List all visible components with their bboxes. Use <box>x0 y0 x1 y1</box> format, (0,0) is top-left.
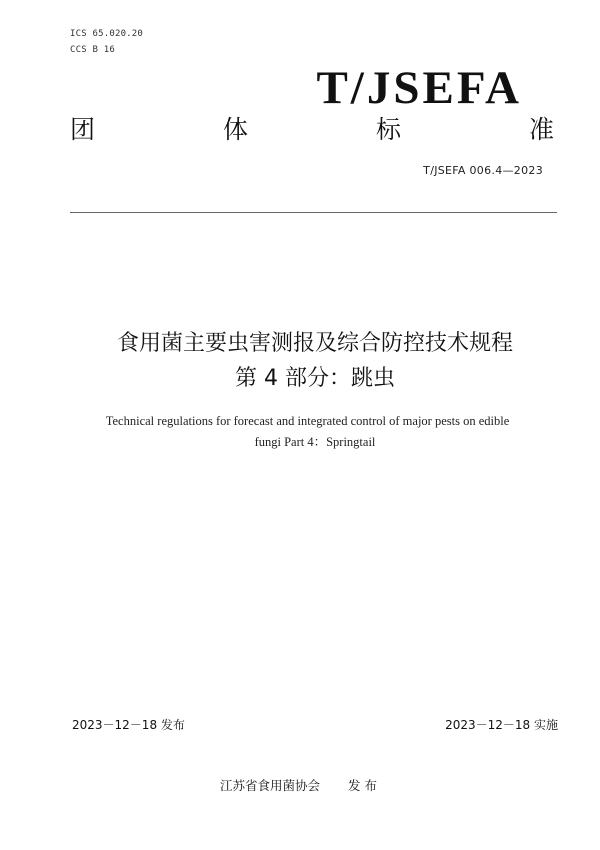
implementation-date: 2023－12－18 实施 <box>445 718 558 732</box>
ics-code: ICS 65.020.20 <box>70 29 144 39</box>
header-divider <box>70 212 557 213</box>
title-english-line2: fungi Part 4：Springtail <box>254 435 376 449</box>
standard-number: T/JSEFA 006.4—2023 <box>423 164 543 177</box>
standard-type-char: 团 <box>70 115 96 144</box>
standard-brand-logo: T/JSEFA <box>316 62 522 114</box>
title-chinese-main: 食用菌主要虫害测报及综合防控技术规程 <box>116 331 513 356</box>
publisher-org: 江苏省食用菌协会 <box>220 778 321 793</box>
standard-type-char: 准 <box>528 115 554 144</box>
standard-type-char: 标 <box>375 115 401 144</box>
standard-type-heading <box>70 112 554 148</box>
ccs-code: CCS B 16 <box>70 45 115 55</box>
publisher-action: 发 布 <box>348 778 377 793</box>
title-english-line1: Technical regulations for forecast and integrated control of major pests on edible <box>105 414 510 428</box>
publisher <box>220 776 377 794</box>
title-chinese-part: 第 4 部分：跳虫 <box>235 366 395 391</box>
standard-type-char: 体 <box>222 115 248 144</box>
issue-date: 2023－12－18 发布 <box>72 718 185 732</box>
